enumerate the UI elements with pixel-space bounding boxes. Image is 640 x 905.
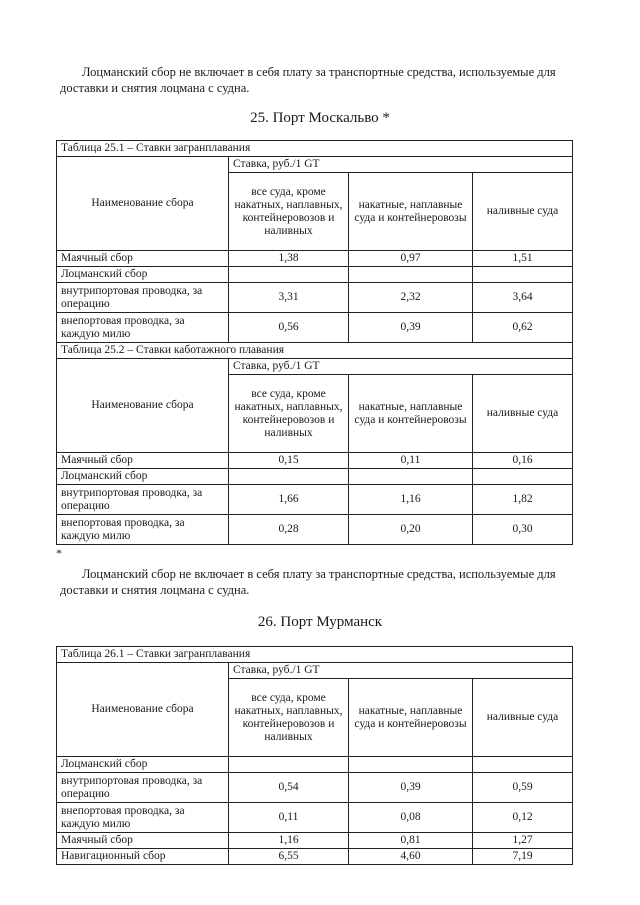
rate-value: 1,51 [473, 251, 573, 267]
table-caption-row [57, 647, 573, 663]
rate-value [473, 757, 573, 773]
table-caption: Таблица 25.2 – Ставки каботажного плавания [57, 343, 573, 359]
table-caption: Таблица 25.1 – Ставки загранплавания [57, 141, 573, 157]
table-row [57, 283, 573, 313]
rate-value: 0,81 [349, 833, 473, 849]
rate-value: 7,19 [473, 849, 573, 865]
table-row [57, 485, 573, 515]
rate-value: 0,62 [473, 313, 573, 343]
rate-value: 3,64 [473, 283, 573, 313]
rate-value: 3,31 [229, 283, 349, 313]
rate-value [473, 469, 573, 485]
fee-name: внепортовая проводка, за каждую милю [57, 313, 229, 343]
rate-value [229, 267, 349, 283]
rate-value: 0,54 [229, 773, 349, 803]
rate-value: 0,16 [473, 453, 573, 469]
rate-value: 6,55 [229, 849, 349, 865]
rate-value: 1,27 [473, 833, 573, 849]
pilot-fee-note-bottom: Лоцманский сбор не включает в себя плату за транспортные средства, используемые для доставки и снятия лоцмана с судна. [60, 567, 556, 597]
rates-table-murmansk [56, 646, 573, 865]
table-caption-row [57, 141, 573, 157]
col-header-tankers: наливные суда [473, 173, 573, 251]
col-header-rate: Ставка, руб./1 GT [229, 359, 573, 375]
section-heading-murmansk: 26. Порт Мурманск [257, 614, 383, 630]
col-header-tankers: наливные суда [473, 679, 573, 757]
col-header-all-ships: все суда, кроме накатных, наплавных, контейнеровозов и наливных [229, 375, 349, 453]
rate-value: 2,32 [349, 283, 473, 313]
col-header-roro: накатные, наплавные суда и контейнеровозы [349, 679, 473, 757]
rate-value: 0,20 [349, 515, 473, 545]
rate-value: 0,59 [473, 773, 573, 803]
rate-value: 0,28 [229, 515, 349, 545]
fee-name: внутрипортовая проводка, за операцию [57, 773, 229, 803]
fee-name: Маячный сбор [57, 833, 229, 849]
rate-value: 0,11 [349, 453, 473, 469]
table-caption: Таблица 26.1 – Ставки загранплавания [57, 647, 573, 663]
table-header-row [57, 663, 573, 679]
rate-value: 1,16 [349, 485, 473, 515]
rate-value: 1,66 [229, 485, 349, 515]
fee-name: Лоцманский сбор [57, 469, 229, 485]
col-header-name: Наименование сбора [57, 359, 229, 453]
rate-value [229, 469, 349, 485]
table-caption-row [57, 343, 573, 359]
section-heading-moskalvo: 25. Порт Москальво * [250, 110, 390, 126]
rate-value: 0,30 [473, 515, 573, 545]
table-header-row [57, 359, 573, 375]
table-row [57, 453, 573, 469]
rate-value: 1,38 [229, 251, 349, 267]
table-row [57, 469, 573, 485]
rate-value [349, 757, 473, 773]
rate-value: 0,39 [349, 773, 473, 803]
rate-value: 0,11 [229, 803, 349, 833]
table-row [57, 251, 573, 267]
col-header-name: Наименование сбора [57, 157, 229, 251]
table-row [57, 267, 573, 283]
rate-value: 1,82 [473, 485, 573, 515]
rate-value: 0,56 [229, 313, 349, 343]
fee-name: внутрипортовая проводка, за операцию [57, 485, 229, 515]
table-row [57, 773, 573, 803]
rate-value: 0,39 [349, 313, 473, 343]
fee-name: Навигационный сбор [57, 849, 229, 865]
fee-name: Лоцманский сбор [57, 757, 229, 773]
table-row [57, 849, 573, 865]
col-header-roro: накатные, наплавные суда и контейнеровозы [349, 375, 473, 453]
fee-name: Маячный сбор [57, 251, 229, 267]
col-header-all-ships: все суда, кроме накатных, наплавных, контейнеровозов и наливных [229, 173, 349, 251]
table-row [57, 803, 573, 833]
fee-name: внепортовая проводка, за каждую милю [57, 515, 229, 545]
fee-name: Маячный сбор [57, 453, 229, 469]
footnote-mark: * [56, 546, 62, 560]
col-header-rate: Ставка, руб./1 GT [229, 157, 573, 173]
rate-value: 1,16 [229, 833, 349, 849]
rate-value [229, 757, 349, 773]
table-row [57, 515, 573, 545]
rate-value: 0,08 [349, 803, 473, 833]
rate-value: 4,60 [349, 849, 473, 865]
col-header-name: Наименование сбора [57, 663, 229, 757]
rate-value [349, 267, 473, 283]
table-row [57, 833, 573, 849]
col-header-tankers: наливные суда [473, 375, 573, 453]
col-header-roro: накатные, наплавные суда и контейнеровозы [349, 173, 473, 251]
col-header-rate: Ставка, руб./1 GT [229, 663, 573, 679]
rate-value [349, 469, 473, 485]
table-header-row [57, 157, 573, 173]
col-header-all-ships: все суда, кроме накатных, наплавных, контейнеровозов и наливных [229, 679, 349, 757]
fee-name: внутрипортовая проводка, за операцию [57, 283, 229, 313]
table-row [57, 757, 573, 773]
rates-table-moskalvo [56, 140, 573, 545]
rate-value: 0,97 [349, 251, 473, 267]
rate-value: 0,12 [473, 803, 573, 833]
table-row [57, 313, 573, 343]
fee-name: Лоцманский сбор [57, 267, 229, 283]
pilot-fee-note-top: Лоцманский сбор не включает в себя плату за транспортные средства, используемые для доставки и снятия лоцмана с судна. [60, 65, 556, 95]
rate-value: 0,15 [229, 453, 349, 469]
rate-value [473, 267, 573, 283]
fee-name: внепортовая проводка, за каждую милю [57, 803, 229, 833]
